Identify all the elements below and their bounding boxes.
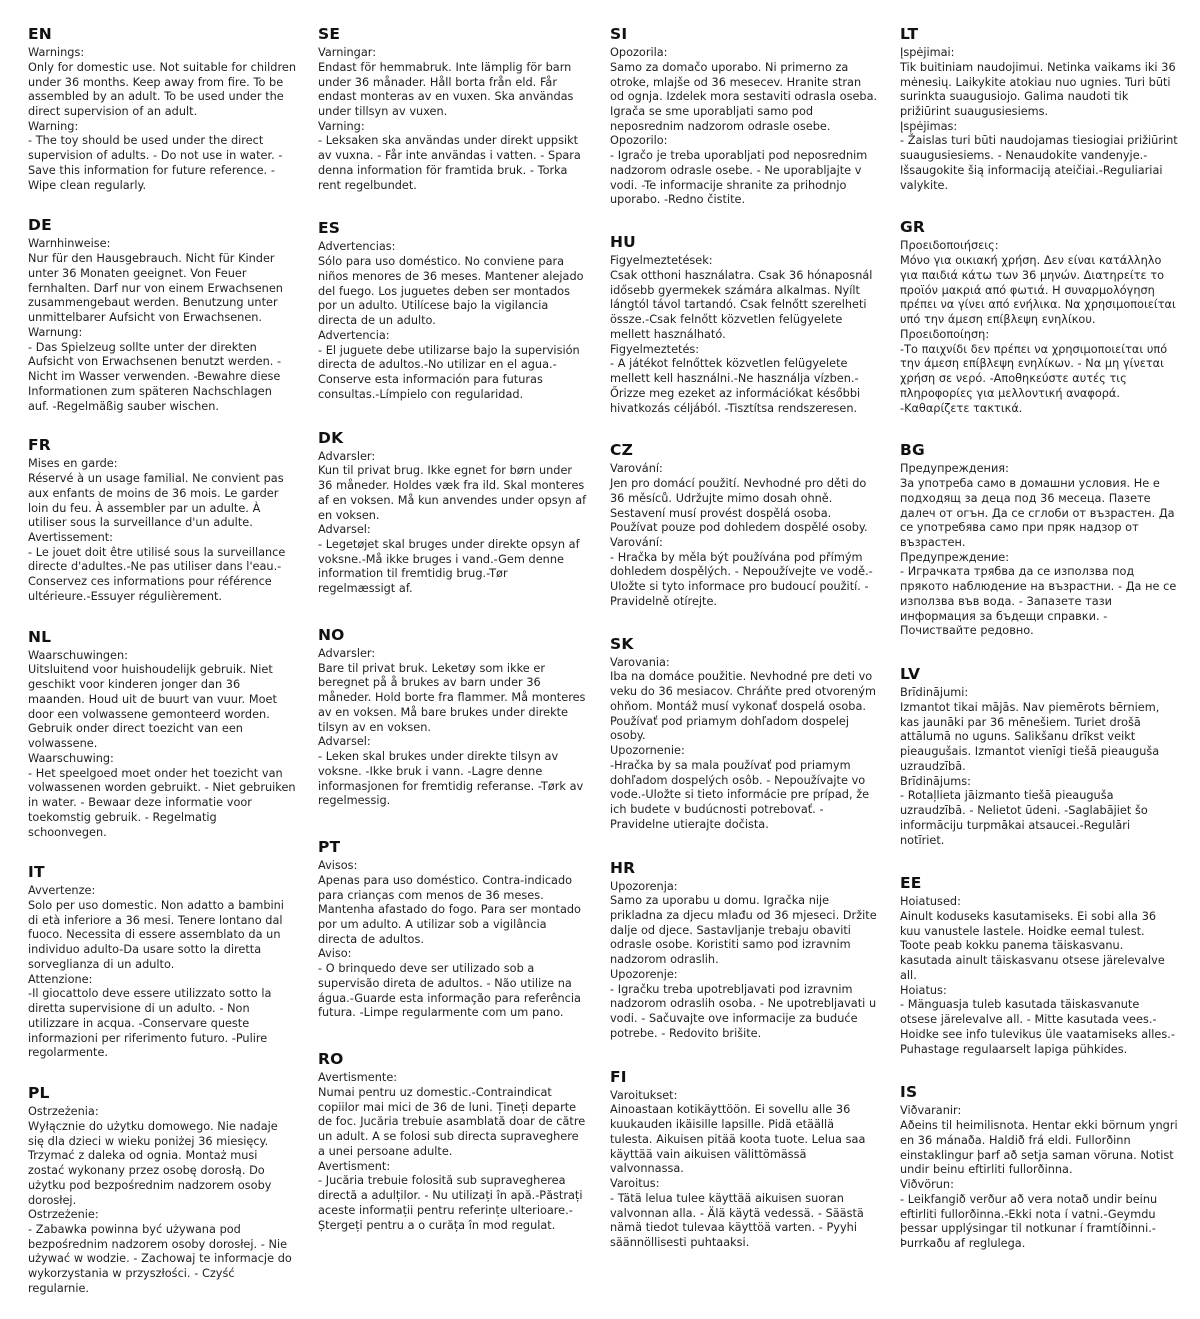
language-code: DK — [318, 428, 344, 447]
warning-subheading: Varoitus: — [610, 1177, 660, 1191]
warning-body: Sólo para uso doméstico. No conviene para niños menores de 36 meses. Mantener alejado del fuego. Los juguetes deben ser montados por un adulto. Utilícese bajo la vigilancia directa de un adulto. — [318, 255, 584, 328]
warning-heading: Hoiatused: — [900, 895, 961, 909]
language-block-cz — [610, 442, 878, 609]
warning-heading: Figyelmeztetések: — [610, 254, 713, 268]
warning-heading: Warnings: — [28, 46, 85, 60]
language-block-no — [318, 627, 588, 809]
warning-heading: Avisos: — [318, 859, 358, 873]
language-code: PL — [28, 1084, 50, 1103]
warning-heading: Varoitukset: — [610, 1088, 678, 1102]
warning-bullets: - Rotaļlieta jāizmanto tiešā pieauguša uzraudzībā. - Nelietot ūdeni. -Saglabājiet šo informāciju turpmākai atsaucei.-Regulāri notīriet. — [900, 789, 1148, 847]
warning-heading: Mises en garde: — [28, 457, 118, 471]
language-block-it — [28, 864, 296, 1061]
warning-bullets: - Mänguasja tuleb kasutada täiskasvanute otsese järelevalve all. - Mitte kasutada vees.-Hoidke see info tulevikus üle vaatamiseks alles.-Puhastage regulaarselt lapiga pühkides. — [900, 998, 1175, 1056]
language-code: ES — [318, 219, 341, 238]
warning-heading: Varovania: — [610, 655, 670, 669]
warning-bullets: -Hračka by sa mala používať pod priamym dohľadom dospelých osôb. - Nepoužívajte vo vode.-Uložte si tieto informácie pre prípad, že ich budete v budúcnosti potrebovať. -Pravidelne utierajte dočista. — [610, 758, 870, 831]
language-code: PT — [318, 838, 341, 857]
warning-bullets: - Leksaken ska användas under direkt uppsikt av vuxna. - Får inte användas i vatten. - Spara denna information för framtida bruk. - Torka rent regelbundet. — [318, 134, 581, 192]
warning-heading: Varningar: — [318, 46, 377, 60]
warning-heading: Upozorenja: — [610, 879, 678, 893]
language-code: GR — [900, 218, 926, 237]
warning-heading: Įspėjimai: — [900, 46, 955, 60]
language-block-lt — [900, 26, 1178, 193]
language-block-hr — [610, 860, 878, 1042]
language-code: HU — [610, 233, 636, 252]
warning-subheading: Įspėjimas: — [900, 119, 958, 133]
warning-subheading: Brīdinājums: — [900, 774, 971, 788]
warning-body: Iba na domáce použitie. Nevhodné pre deti vo veku do 36 mesiacov. Chráňte pred otvoreným ohňom. Montáž musí vykonať dospelá osoba. Používať pod priamym dohľadom dospelej osoby. — [610, 670, 876, 743]
warning-heading: Opozorila: — [610, 46, 668, 60]
warning-heading: Advertencias: — [318, 240, 396, 254]
warning-body: Aðeins til heimilisnota. Hentar ekki börnum yngri en 36 mánaða. Haldið frá eldi. Fullorðinn einstaklingur þarf að setja saman vöruna. Notist undir beinu eftirliti fullorðinna. — [900, 1119, 1178, 1177]
language-block-en — [28, 26, 296, 193]
language-block-ee — [900, 875, 1178, 1057]
language-code: FR — [28, 436, 51, 455]
warning-bullets: - Hračka by měla být používána pod přímým dohledem dospělých. - Nepoužívejte ve vodě.- Uložte si tyto informace pro budoucí použití. -Pravidelně otírejte. — [610, 550, 873, 608]
warning-heading: Varování: — [610, 462, 663, 476]
warning-subheading: Aviso: — [318, 947, 352, 961]
warning-bullets: - Tätä lelua tulee käyttää aikuisen suoran valvonnan alla. - Älä käytä vedessä. - Säästä nämä tiedot tulevaa käyttöä varten. - Pyyhi säännöllisesti puhtaaksi. — [610, 1191, 864, 1250]
language-column-1 — [28, 26, 318, 1319]
language-code: LV — [900, 665, 921, 684]
language-code: RO — [318, 1050, 344, 1069]
warning-bullets: - O brinquedo deve ser utilizado sob a supervisão direta de adultos. - Não utilize na água.-Guarde esta informação para referência futura. -Limpe regularmente com um pano. — [318, 962, 581, 1020]
language-code: EN — [28, 25, 52, 43]
warning-subheading: Hoiatus: — [900, 983, 947, 997]
warning-body: Μόνο για οικιακή χρήση. Δεν είναι κατάλληλο για παιδιά κάτω των 36 μηνών. Διατηρείτε το προϊόν μακριά από φωτιά. Η συναρμολόγηση πρέπει να γίνει από ενήλικα. Να χρησιμοποιείται υπό την άμεση επίβλεψη ενηλίκου. — [900, 254, 1176, 327]
language-block-pl — [28, 1085, 296, 1297]
warning-bullets: - Het speelgoed moet onder het toezicht van volwassenen worden gebruikt. - Niet gebruiken in water. - Bewaar deze informatie voor toekomstig gebruik. - Regelmatig schoonvegen. — [28, 766, 296, 839]
language-columns — [28, 25, 1178, 1295]
warning-subheading: Advertencia: — [318, 328, 390, 342]
warning-subheading: Warnung: — [28, 325, 83, 339]
warning-body: Nur für den Hausgebrauch. Nicht für Kinder unter 36 Monaten geeignet. Von Feuer fernhalten. Darf nur von einem Erwachsenen zusammengebaut werden. Benutzung unter unmittelbarer Aufsicht von Erwachsenen. — [28, 252, 283, 325]
warning-heading: Avvertenze: — [28, 884, 96, 898]
warning-body: Jen pro domácí použití. Nevhodné pro děti do 36 měsíců. Udržujte mimo dosah ohně. Sestavení musí provést dospělá osoba. Používat pouze pod dohledem dospělé osoby. — [610, 477, 868, 535]
language-code: NL — [28, 627, 52, 646]
language-code: EE — [900, 874, 922, 893]
warning-subheading: Varování: — [610, 535, 663, 549]
warning-heading: Avertismente: — [318, 1071, 398, 1085]
warning-bullets: -Το παιχνίδι δεν πρέπει να χρησιμοποιείται υπό την άμεση επίβλεψη ενηλίκων. - Να μη γίνεται χρήση σε νερό. -Αποθηκεύστε αυτές τις πληροφορίες για μελλοντική αναφορά. -Καθαρίζετε τακτικά. — [900, 342, 1168, 415]
warning-bullets: - Le jouet doit être utilisé sous la surveillance directe d'adultes.-Ne pas utiliser dans l'eau.- Conservez ces informations pour référence ultérieure.-Essuyer régulièrement. — [28, 545, 286, 603]
warning-subheading: Advarsel: — [318, 523, 371, 537]
warning-bullets: - Leikfangið verður að vera notað undir beinu eftirliti fullorðinna.-Ekki nota í vatni.-Geymdu þessar upplýsingar til notkunar í framtíðinni.- Þurrkaðu af reglulega. — [900, 1192, 1158, 1251]
language-block-bg — [900, 442, 1178, 639]
warning-bullets: - Legetøjet skal bruges under direkte opsyn af voksne.-Må ikke bruges i vand.-Gem denne information til fremtidig brug.-Tør regelmæssigt af. — [318, 537, 580, 596]
warning-heading: Advarsler: — [318, 646, 376, 660]
warning-subheading: Upozornenie: — [610, 744, 685, 758]
language-block-fr — [28, 437, 296, 604]
language-block-is — [900, 1084, 1178, 1251]
warning-subheading: Avertisment: — [318, 1159, 391, 1173]
warning-subheading: Upozorenje: — [610, 967, 678, 981]
warning-heading: Warnhinweise: — [28, 237, 111, 251]
language-block-es — [318, 220, 588, 402]
warning-bullets: - Jucăria trebuie folosită sub supravegherea directă a adulților. - Nu utilizați în apă.-Păstrați aceste informații pentru referințe ulterioare.- Ștergeți pentru a o curăța în mod regulat. — [318, 1174, 583, 1232]
language-code: DE — [28, 216, 52, 235]
warning-subheading: Ostrzeżenie: — [28, 1208, 99, 1222]
language-block-gr — [900, 219, 1178, 416]
warning-body: За употреба само в домашни условия. Не е подходящ за деца под 36 месеца. Пазете далеч от огън. Да се сглоби от възрастен. Да се употребява само при пряк надзор от възрастен. — [900, 477, 1175, 549]
warning-body: Réservé à un usage familial. Ne convient pas aux enfants de moins de 36 mois. Le garder loin du feu. À assembler par un adulte. À utiliser sous la surveillance d'un adulte. — [28, 472, 284, 530]
warning-subheading: Viðvörun: — [900, 1178, 954, 1192]
language-column-4 — [900, 26, 1178, 1274]
warning-body: Numai pentru uz domestic.-Contraindicat copiilor mai mici de 36 de luni. Țineți departe de foc. Jucăria trebuie asamblată doar de către un adult. A se folosi sub directa supraveghere a unei persoane adulte. — [318, 1085, 586, 1158]
warning-body: Bare til privat bruk. Leketøy som ikke er beregnet på å brukes av barn under 36 måneder. Hold borte fra flammer. Må monteres av en voksen. Må bare brukes under direkte tilsyn av en voksen. — [318, 661, 586, 734]
warning-heading: Brīdinājumi: — [900, 686, 969, 700]
warning-body: Uitsluitend voor huishoudelijk gebruik. Niet geschikt voor kinderen jonger dan 36 maanden. Houd uit de buurt van vuur. Moet door een volwassene gemonteerd worden. Gebruik onder direct toezicht van een volwassene. — [28, 663, 277, 751]
warning-subheading: Attenzione: — [28, 972, 93, 986]
warning-heading: Viðvaranir: — [900, 1104, 962, 1118]
warning-body: Wyłącznie do użytku domowego. Nie nadaje się dla dzieci w wieku poniżej 36 miesięcy. Trzymać z daleka od ognia. Montaż musi zostać wykonany przez osobę dorosłą. Do użytku pod bezpośrednim nadzorem osoby dorosłej. — [28, 1119, 278, 1207]
warning-subheading: Προειδοποίηση: — [900, 327, 990, 341]
warning-body: Ainoastaan kotikäyttöön. Ei sovellu alle 36 kuukauden ikäisille lapsille. Pidä etäällä tulesta. Aikuisen pitää koota tuote. Lelua saa käyttää vain aikuisen välittömässä valvonnassa. — [610, 1103, 866, 1176]
warning-body: Endast för hemmabruk. Inte lämplig för barn under 36 månader. Håll borta från eld. Får endast monteras av en vuxen. Ska användas under tillsyn av vuxen. — [318, 60, 574, 118]
warning-body: Csak otthoni használatra. Csak 36 hónaposnál idősebb gyermekek számára alkalmas. Nyílt lángtól távol tartandó. Csak felnőtt szerelheti össze.-Csak felnőtt közvetlen felügyelete mellett használható. — [610, 268, 873, 341]
warning-bullets: - Leken skal brukes under direkte tilsyn av voksne. -Ikke bruk i vann. -Lagre denne informasjonen for fremtidig referanse. -Tørk av regelmessig. — [318, 750, 584, 808]
warning-subheading: Figyelmeztetés: — [610, 342, 700, 356]
warning-heading: Предупреждения: — [900, 462, 1009, 476]
language-code: SK — [610, 634, 634, 653]
warning-bullets: - Igračo je treba uporabljati pod neposrednim nadzorom odrasle osebe. - Ne uporabljajte v vodi. -Te informacije shranite za prihodnjo uporabo. -Redno čistite. — [610, 149, 868, 207]
warning-bullets: - Žaislas turi būti naudojamas tiesiogiai prižiūrint suaugusiesiems. - Nenaudokite vandenyje.- Išsaugokite šią informaciją ateičiai.-Reguliariai valykite. — [900, 134, 1178, 192]
warning-heading: Advarsler: — [318, 449, 376, 463]
language-column-2 — [318, 26, 610, 1255]
language-code: FI — [610, 1067, 627, 1086]
language-column-3 — [610, 26, 900, 1273]
language-block-nl — [28, 629, 296, 841]
language-code: SI — [610, 25, 628, 43]
warning-heading: Προειδοποιήσεις: — [900, 239, 999, 253]
language-block-si — [610, 26, 878, 208]
warning-body: Apenas para uso doméstico. Contra-indicado para crianças com menos de 36 meses. Mantenha afastado do fogo. Para ser montado por um adulto. A utilizar sob a vigilância directa de adultos. — [318, 873, 581, 946]
language-code: NO — [318, 625, 345, 644]
language-code: BG — [900, 441, 925, 460]
warning-subheading: Advarsel: — [318, 735, 371, 749]
language-code: HR — [610, 858, 636, 877]
warning-bullets: - Играчката трябва да се използва под прякото наблюдение на възрастни. - Да не се използва във вода. - Запазете тази информация за бъдещи справки. - Почиствайте редовно. — [900, 565, 1177, 638]
warning-subheading: Opozorilo: — [610, 134, 668, 148]
warning-bullets: - Das Spielzeug sollte unter der direkten Aufsicht von Erwachsenen benutzt werden. - Nicht im Wasser verwenden. -Bewahre diese Informationen zum späteren Nachschlagen auf. -Regelmäßig sauber wischen. — [28, 340, 282, 413]
warning-body: Solo per uso domestic. Non adatto a bambini di età inferiore a 36 mesi. Tenere lontano dal fuoco. Necessita di essere assemblato da un individuo adulto-Da usare sotto la diretta sorveglianza di un adulto. — [28, 899, 284, 971]
language-block-dk — [318, 430, 588, 597]
language-code: IT — [28, 863, 45, 882]
language-block-hu — [610, 234, 878, 416]
warning-bullets: -Il giocattolo deve essere utilizzato sotto la diretta supervisione di un adulto. - Non utilizzare in acqua. -Conservare queste informazioni per riferimento futuro. -Pulire regolarmente. — [28, 987, 272, 1060]
warning-bullets: - Igračku treba upotrebljavati pod izravnim nadzorom odraslih osoba. - Ne upotrebljavati u vodi. - Sačuvajte ove informacije za buduće potrebe. - Redovito brišite. — [610, 982, 877, 1040]
language-block-de — [28, 217, 296, 414]
warning-heading: Ostrzeżenia: — [28, 1105, 99, 1119]
warning-subheading: Avertissement: — [28, 530, 113, 544]
language-code: LT — [900, 25, 919, 43]
warning-subheading: Предупреждение: — [900, 550, 1010, 564]
language-block-fi — [610, 1069, 878, 1251]
warning-body: Izmantot tikai mājās. Nav piemērots bērniem, kas jaunāki par 36 mēnešiem. Turiet drošā attālumā no uguns. Salikšanu drīkst veikt pieaugušais. Izmantot vienīgi tiešā pieauguša uzraudzībā. — [900, 700, 1160, 773]
warning-subheading: Waarschuwing: — [28, 751, 114, 765]
language-block-ro — [318, 1051, 588, 1233]
warning-body: Ainult koduseks kasutamiseks. Ei sobi alla 36 kuu vanustele lastele. Hoidke eemal tulest. Toote peab kokku panema täiskasvanu. kasutada ainult täiskasvanu otsese järelevalve all. — [900, 910, 1165, 982]
warning-subheading: Warning: — [28, 119, 79, 133]
language-code: CZ — [610, 441, 634, 460]
language-block-pt — [318, 839, 588, 1021]
language-block-sk — [610, 636, 878, 833]
language-code: SE — [318, 25, 341, 43]
language-block-lv — [900, 666, 1178, 848]
warning-body: Samo za uporabu u domu. Igračka nije prikladna za djecu mlađu od 36 mjeseci. Držite dalje od djece. Sastavljanje trebaju obaviti odrasle osobe. Koristiti samo pod izravnim nadzorom odraslih. — [610, 894, 877, 967]
warning-bullets: - El juguete debe utilizarse bajo la supervisión directa de adultos.-No utilizar en el agua.- Conserve esta información para futuras consultas.-Límpielo con regularidad. — [318, 343, 580, 401]
warning-subheading: Varning: — [318, 119, 365, 133]
warning-bullets: - A játékot felnőttek közvetlen felügyelete mellett kell használni.-Ne használja vízben.- Őrizze meg ezeket az információkat későbbi hivatkozás céljából. -Tisztítsa rendszeresen. — [610, 357, 861, 415]
warning-heading: Waarschuwingen: — [28, 648, 128, 662]
language-block-se — [318, 26, 588, 193]
warning-bullets: - Zabawka powinna być używana pod bezpośrednim nadzorem osoby dorosłej. - Nie używać w wodzie. - Zachowaj te informacje do wykorzystania w przyszłości. - Czyść regularnie. — [28, 1223, 292, 1295]
warning-body: Kun til privat brug. Ikke egnet for børn under 36 måneder. Holdes væk fra ild. Skal monteres af en voksen. Må kun anvendes under opsyn af en voksen. — [318, 464, 587, 522]
warning-body: Samo za domačo uporabo. Ni primerno za otroke, mlajše od 36 mesecev. Hranite stran od ognja. Izdelek mora sestaviti odrasla oseba. Igrača se sme uporabljati samo pod neposrednim nadzorom odrasle osebe. — [610, 60, 878, 133]
language-code: IS — [900, 1083, 918, 1102]
warning-bullets: - The toy should be used under the direct supervision of adults. - Do not use in water. - Save this information for future reference. - Wipe clean regularly. — [28, 134, 283, 192]
warning-body: Only for domestic use. Not suitable for children under 36 months. Keep away from fire. To be assembled by an adult. To be used under the direct supervision of an adult. — [28, 60, 296, 118]
warning-body: Tik buitiniam naudojimui. Netinka vaikams iki 36 mėnesių. Laikykite atokiau nuo ugnies. Turi būti surinkta suaugusiojo. Galima naudoti tik prižiūrint suaugusiesiems. — [900, 60, 1176, 118]
